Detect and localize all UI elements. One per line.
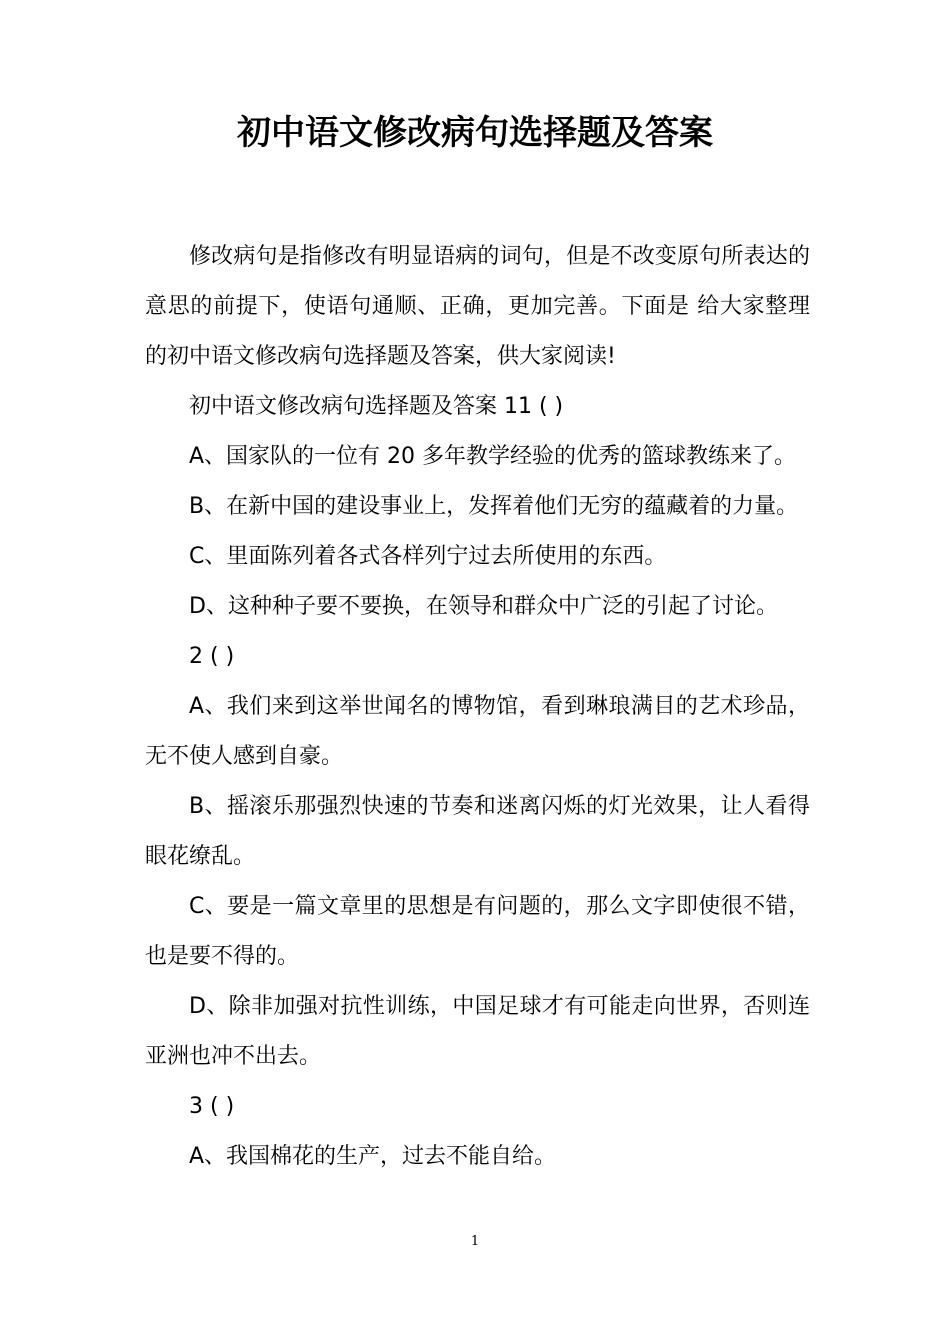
question-1-option-d: D、这种种子要不要换，在领导和群众中广泛的引起了讨论。	[189, 594, 778, 619]
question-2-option-d: D、除非加强对抗性训练，中国足球才有可能走向世界，否则连亚洲也冲不出去。	[145, 994, 810, 1069]
question-1-option-c: C、里面陈列着各式各样列宁过去所使用的东西。	[189, 544, 667, 569]
document-body	[145, 232, 810, 1182]
question-3-option-a: A、我国棉花的生产，过去不能自给。	[189, 1144, 557, 1169]
question-1-option-b: B、在新中国的建设事业上，发挥着他们无穷的蕴藏着的力量。	[189, 494, 799, 519]
question-1-heading: 初中语文修改病句选择题及答案 11 ( )	[189, 394, 564, 419]
intro-paragraph: 修改病句是指修改有明显语病的词句，但是不改变原句所表达的意思的前提下，使语句通顺、正确，更加完善。下面是 给大家整理的初中语文修改病句选择题及答案，供大家阅读!	[145, 244, 810, 369]
document-title: 初中语文修改病句选择题及答案	[237, 113, 713, 153]
question-2-option-c: C、要是一篇文章里的思想是有问题的，那么文字即使很不错，也是要不得的。	[145, 894, 810, 969]
page-number: 1	[470, 1234, 480, 1249]
question-3-heading: 3 ( )	[189, 1094, 235, 1119]
question-2-heading: 2 ( )	[189, 644, 235, 669]
question-2-option-b: B、摇滚乐那强烈快速的节奏和迷离闪烁的灯光效果，让人看得眼花缭乱。	[145, 794, 810, 869]
question-2-option-a: A、我们来到这举世闻名的博物馆，看到琳琅满目的艺术珍品，无不使人感到自豪。	[145, 694, 810, 769]
question-1-option-a: A、国家队的一位有 20 多年教学经验的优秀的篮球教练来了。	[189, 444, 797, 469]
